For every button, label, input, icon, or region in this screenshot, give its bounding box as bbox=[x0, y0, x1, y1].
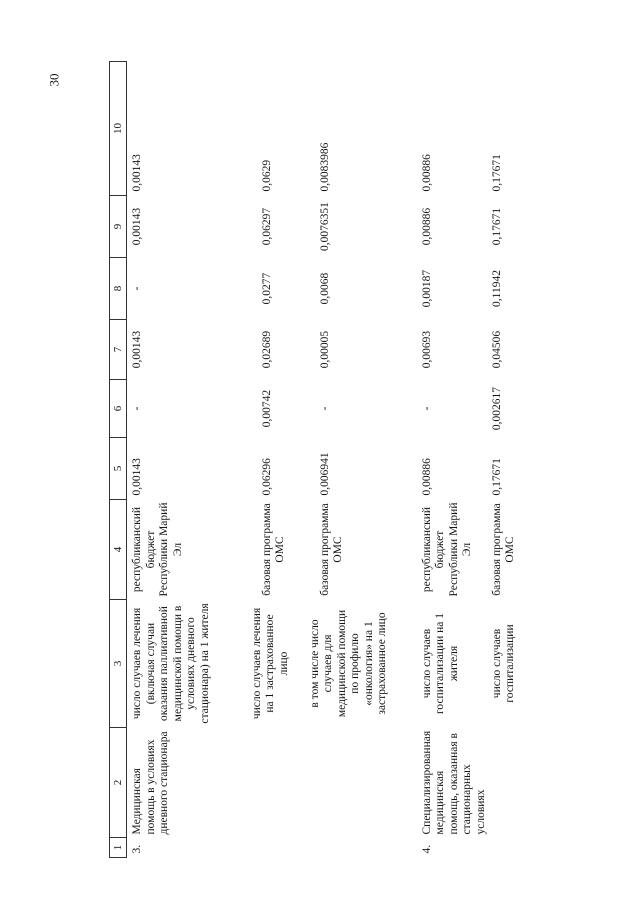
funding-source: республиканский бюджет Республики Марий Эл bbox=[420, 502, 474, 597]
rotated-table-container bbox=[109, 62, 555, 858]
funding-source: базовая программа ОМС bbox=[260, 503, 287, 596]
column-number: 4 bbox=[110, 500, 127, 600]
column-number: 7 bbox=[110, 320, 127, 380]
value-col8: 0,0068 bbox=[318, 272, 331, 305]
value-col5: 0,006941 bbox=[318, 452, 331, 496]
indicator-text: в том числе число случаев для медицинской помощи по профилю «онкология» на 1 застрахованное лицо bbox=[308, 609, 389, 718]
column-number: 9 bbox=[110, 196, 127, 258]
indicator-text: число случаев лечения на 1 застрахованное лицо bbox=[250, 607, 290, 720]
value-col10: 0,00886 bbox=[420, 154, 433, 192]
value-col6: - bbox=[318, 406, 331, 411]
value-col6: 0,002617 bbox=[490, 386, 503, 431]
value-col6: 0,00742 bbox=[260, 389, 273, 428]
value-col8: 0,11942 bbox=[490, 270, 503, 307]
page-number: 30 bbox=[46, 73, 62, 87]
column-number: 6 bbox=[110, 380, 127, 438]
table-row bbox=[305, 62, 417, 858]
care-type: Медицинская помощь в условиях дневного стационара bbox=[131, 731, 171, 835]
row-number bbox=[487, 838, 537, 858]
funding-source: республиканский бюджет Республики Марий Эл bbox=[131, 502, 184, 597]
column-number: 2 bbox=[110, 728, 127, 838]
value-col9: 0,00886 bbox=[420, 207, 433, 246]
column-number-row bbox=[110, 62, 127, 858]
funding-source: базовая программа ОМС bbox=[490, 503, 517, 596]
indicator-text: число случаев лечения (включая случаи оказания паллиативной медицинской помощи в условиях дневного стационара) на 1 жителя bbox=[131, 603, 211, 724]
value-col9: 0,00143 bbox=[131, 207, 143, 246]
value-col9: 0,17671 bbox=[490, 207, 503, 246]
indicators-table bbox=[109, 61, 537, 858]
table-row bbox=[417, 62, 487, 858]
column-number: 5 bbox=[110, 438, 127, 500]
value-col7: 0,02689 bbox=[260, 330, 273, 369]
value-col7: 0,00143 bbox=[131, 330, 143, 369]
value-col10: 0,0629 bbox=[260, 159, 273, 192]
value-col5: 0,06296 bbox=[260, 458, 273, 496]
row-number bbox=[305, 838, 417, 858]
value-col8: 0,0277 bbox=[260, 272, 273, 305]
row-number: 3. bbox=[131, 844, 143, 854]
care-type: Специализированная медицинская помощь, оказанная в стационарных условиях bbox=[420, 730, 487, 835]
value-col6: - bbox=[420, 406, 433, 411]
value-col9: 0,06297 bbox=[260, 207, 273, 246]
row-number bbox=[247, 838, 305, 858]
column-number: 1 bbox=[110, 838, 127, 858]
care-type bbox=[247, 728, 305, 838]
value-col7: 0,00693 bbox=[420, 330, 433, 369]
column-number: 10 bbox=[110, 62, 127, 196]
value-col9: 0,0076351 bbox=[318, 202, 331, 251]
value-col10: 0,00143 bbox=[131, 154, 143, 192]
value-col8: - bbox=[131, 286, 143, 291]
indicator-text: число случаев госпитализации на 1 жителя bbox=[420, 613, 460, 715]
table-row bbox=[127, 62, 247, 858]
funding-source: базовая программа ОМС bbox=[318, 503, 345, 596]
value-col10: 0,0083986 bbox=[318, 142, 331, 192]
column-number: 8 bbox=[110, 258, 127, 320]
table-row bbox=[247, 62, 305, 858]
value-col5: 0,00886 bbox=[420, 458, 433, 496]
value-col7: 0,00005 bbox=[318, 330, 331, 369]
value-col7: 0,04506 bbox=[490, 330, 503, 369]
row-number: 4. bbox=[420, 844, 433, 854]
indicator-text: число случаев госпитализации bbox=[490, 624, 517, 703]
value-col6: - bbox=[131, 406, 143, 411]
value-col5: 0,17671 bbox=[490, 458, 503, 496]
value-col8: 0,00187 bbox=[420, 269, 433, 308]
value-col10: 0,17671 bbox=[490, 154, 503, 192]
value-col5: 0,00143 bbox=[131, 458, 143, 496]
care-type bbox=[305, 728, 417, 838]
column-number: 3 bbox=[110, 600, 127, 728]
